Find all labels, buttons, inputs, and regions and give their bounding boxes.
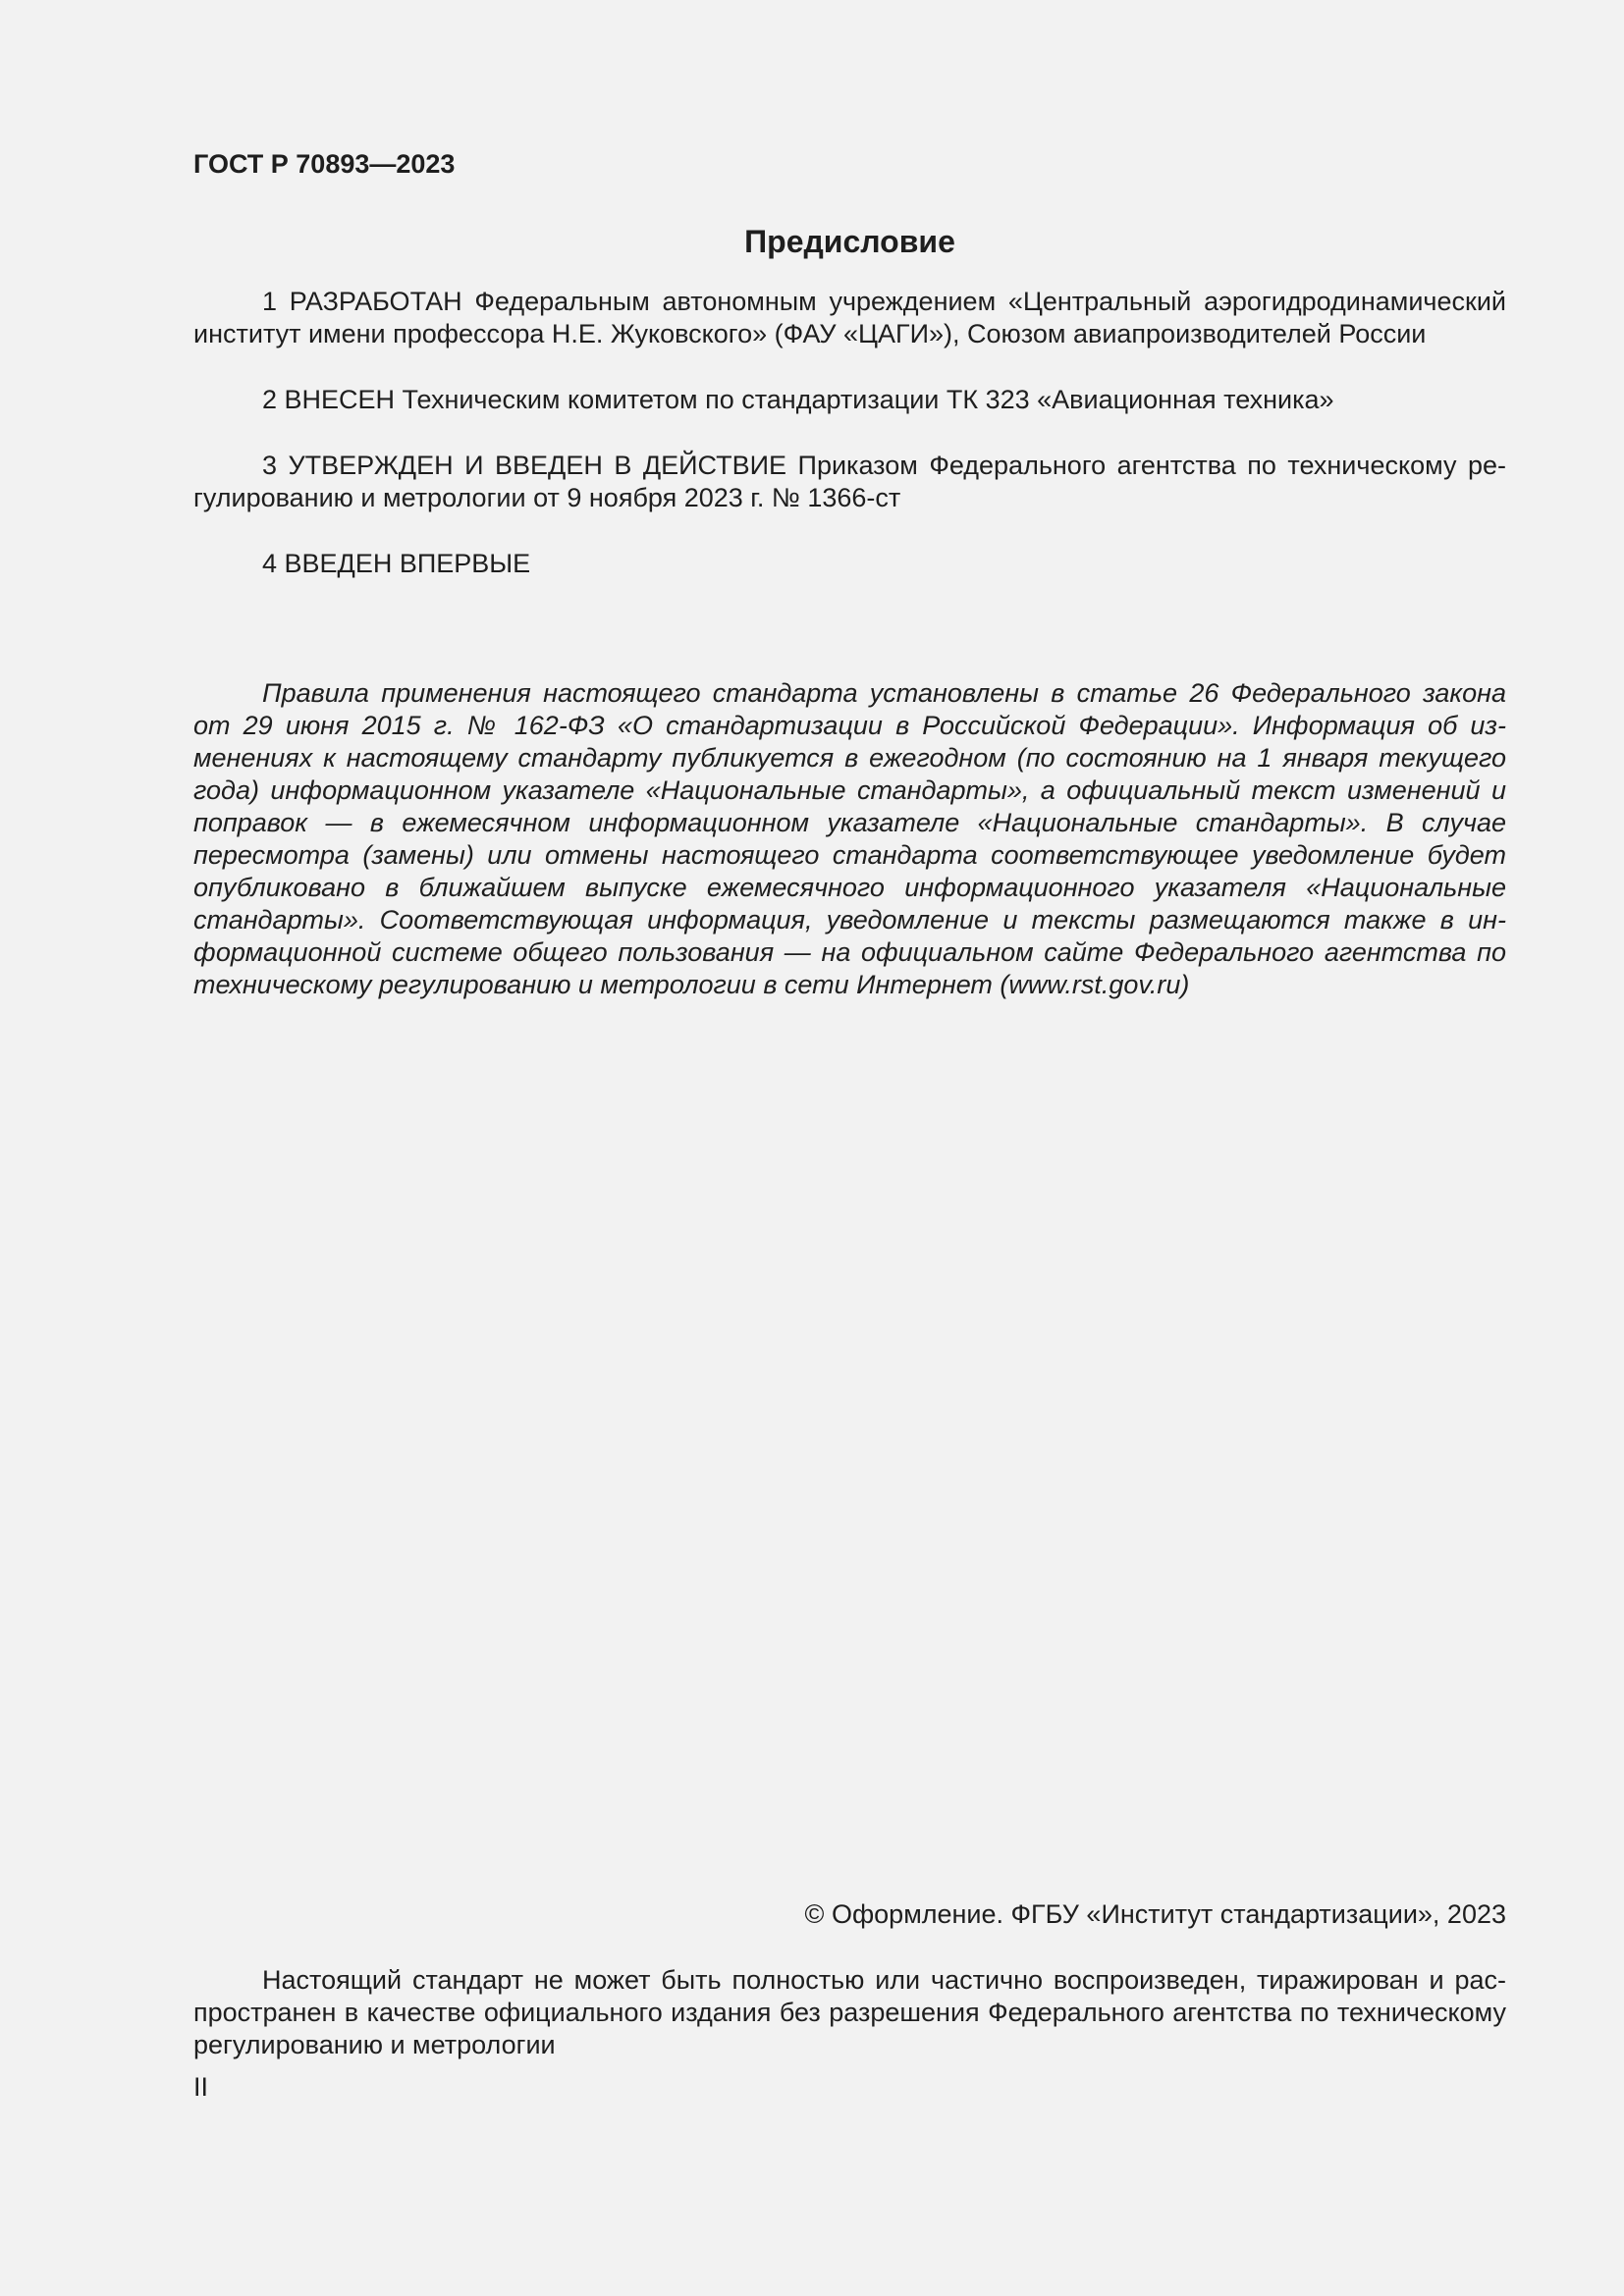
application-rules-note: Правила применения настоящего стандарта установлены в статье 26 Федерального закона от 29 июня 2015 г. № 162-ФЗ «О стандартизации в Российской Федерации». Информация об изменениях к настоящему стандарту публикуется в ежегодном (по состоянию на 1 января текущего года) информационном указателе «Национальные стандарты», а официальный текст изменений и поправок — в ежемесячном информационном указателе «Национальные стандарты». В случае пересмотра (замены) или отмены настоящего стандарта соответствующее уведомление будет опубликовано в ближайшем выпуске ежемесячного информационного указателя «Национальные стандарты». Соответствующая информация, уведомление и тексты размещаются также в информационной системе общего пользования — на официальном сайте Федерального агентства по техническому регулированию и метрологии в сети Интернет (www.rst.gov.ru) [193, 678, 1506, 999]
copyright-notice: © Оформление. ФГБУ «Институт стандартизации», 2023 [804, 1899, 1506, 1929]
foreword-item-approved: 3 УТВЕРЖДЕН И ВВЕДЕН В ДЕЙСТВИЕ Приказом Федерального агентства по техническому регулированию и метрологии от 9 ноября 2023 г. № 1366-ст [193, 451, 1506, 512]
foreword-item-developed: 1 РАЗРАБОТАН Федеральным автономным учреждением «Центральный аэрогидродинамический институт имени профессора Н.Е. Жуковского» (ФАУ «ЦАГИ»), Союзом авиапроизводителей России [193, 287, 1506, 348]
foreword-item-introduced: 2 ВНЕСЕН Техническим комитетом по стандартизации ТК 323 «Авиационная техника» [262, 385, 1334, 414]
page-number: II [193, 2072, 209, 2102]
foreword-title: Предисловие [744, 224, 955, 259]
reproduction-restriction: Настоящий стандарт не может быть полностью или частично воспроизведен, тиражирован и распространен в качестве официального издания без разрешения Федерального агентства по техническому регулированию и метрологии [193, 1965, 1506, 2059]
document-code: ГОСТ Р 70893—2023 [193, 149, 456, 179]
foreword-item-first-introduced: 4 ВВЕДЕН ВПЕРВЫЕ [262, 549, 531, 578]
